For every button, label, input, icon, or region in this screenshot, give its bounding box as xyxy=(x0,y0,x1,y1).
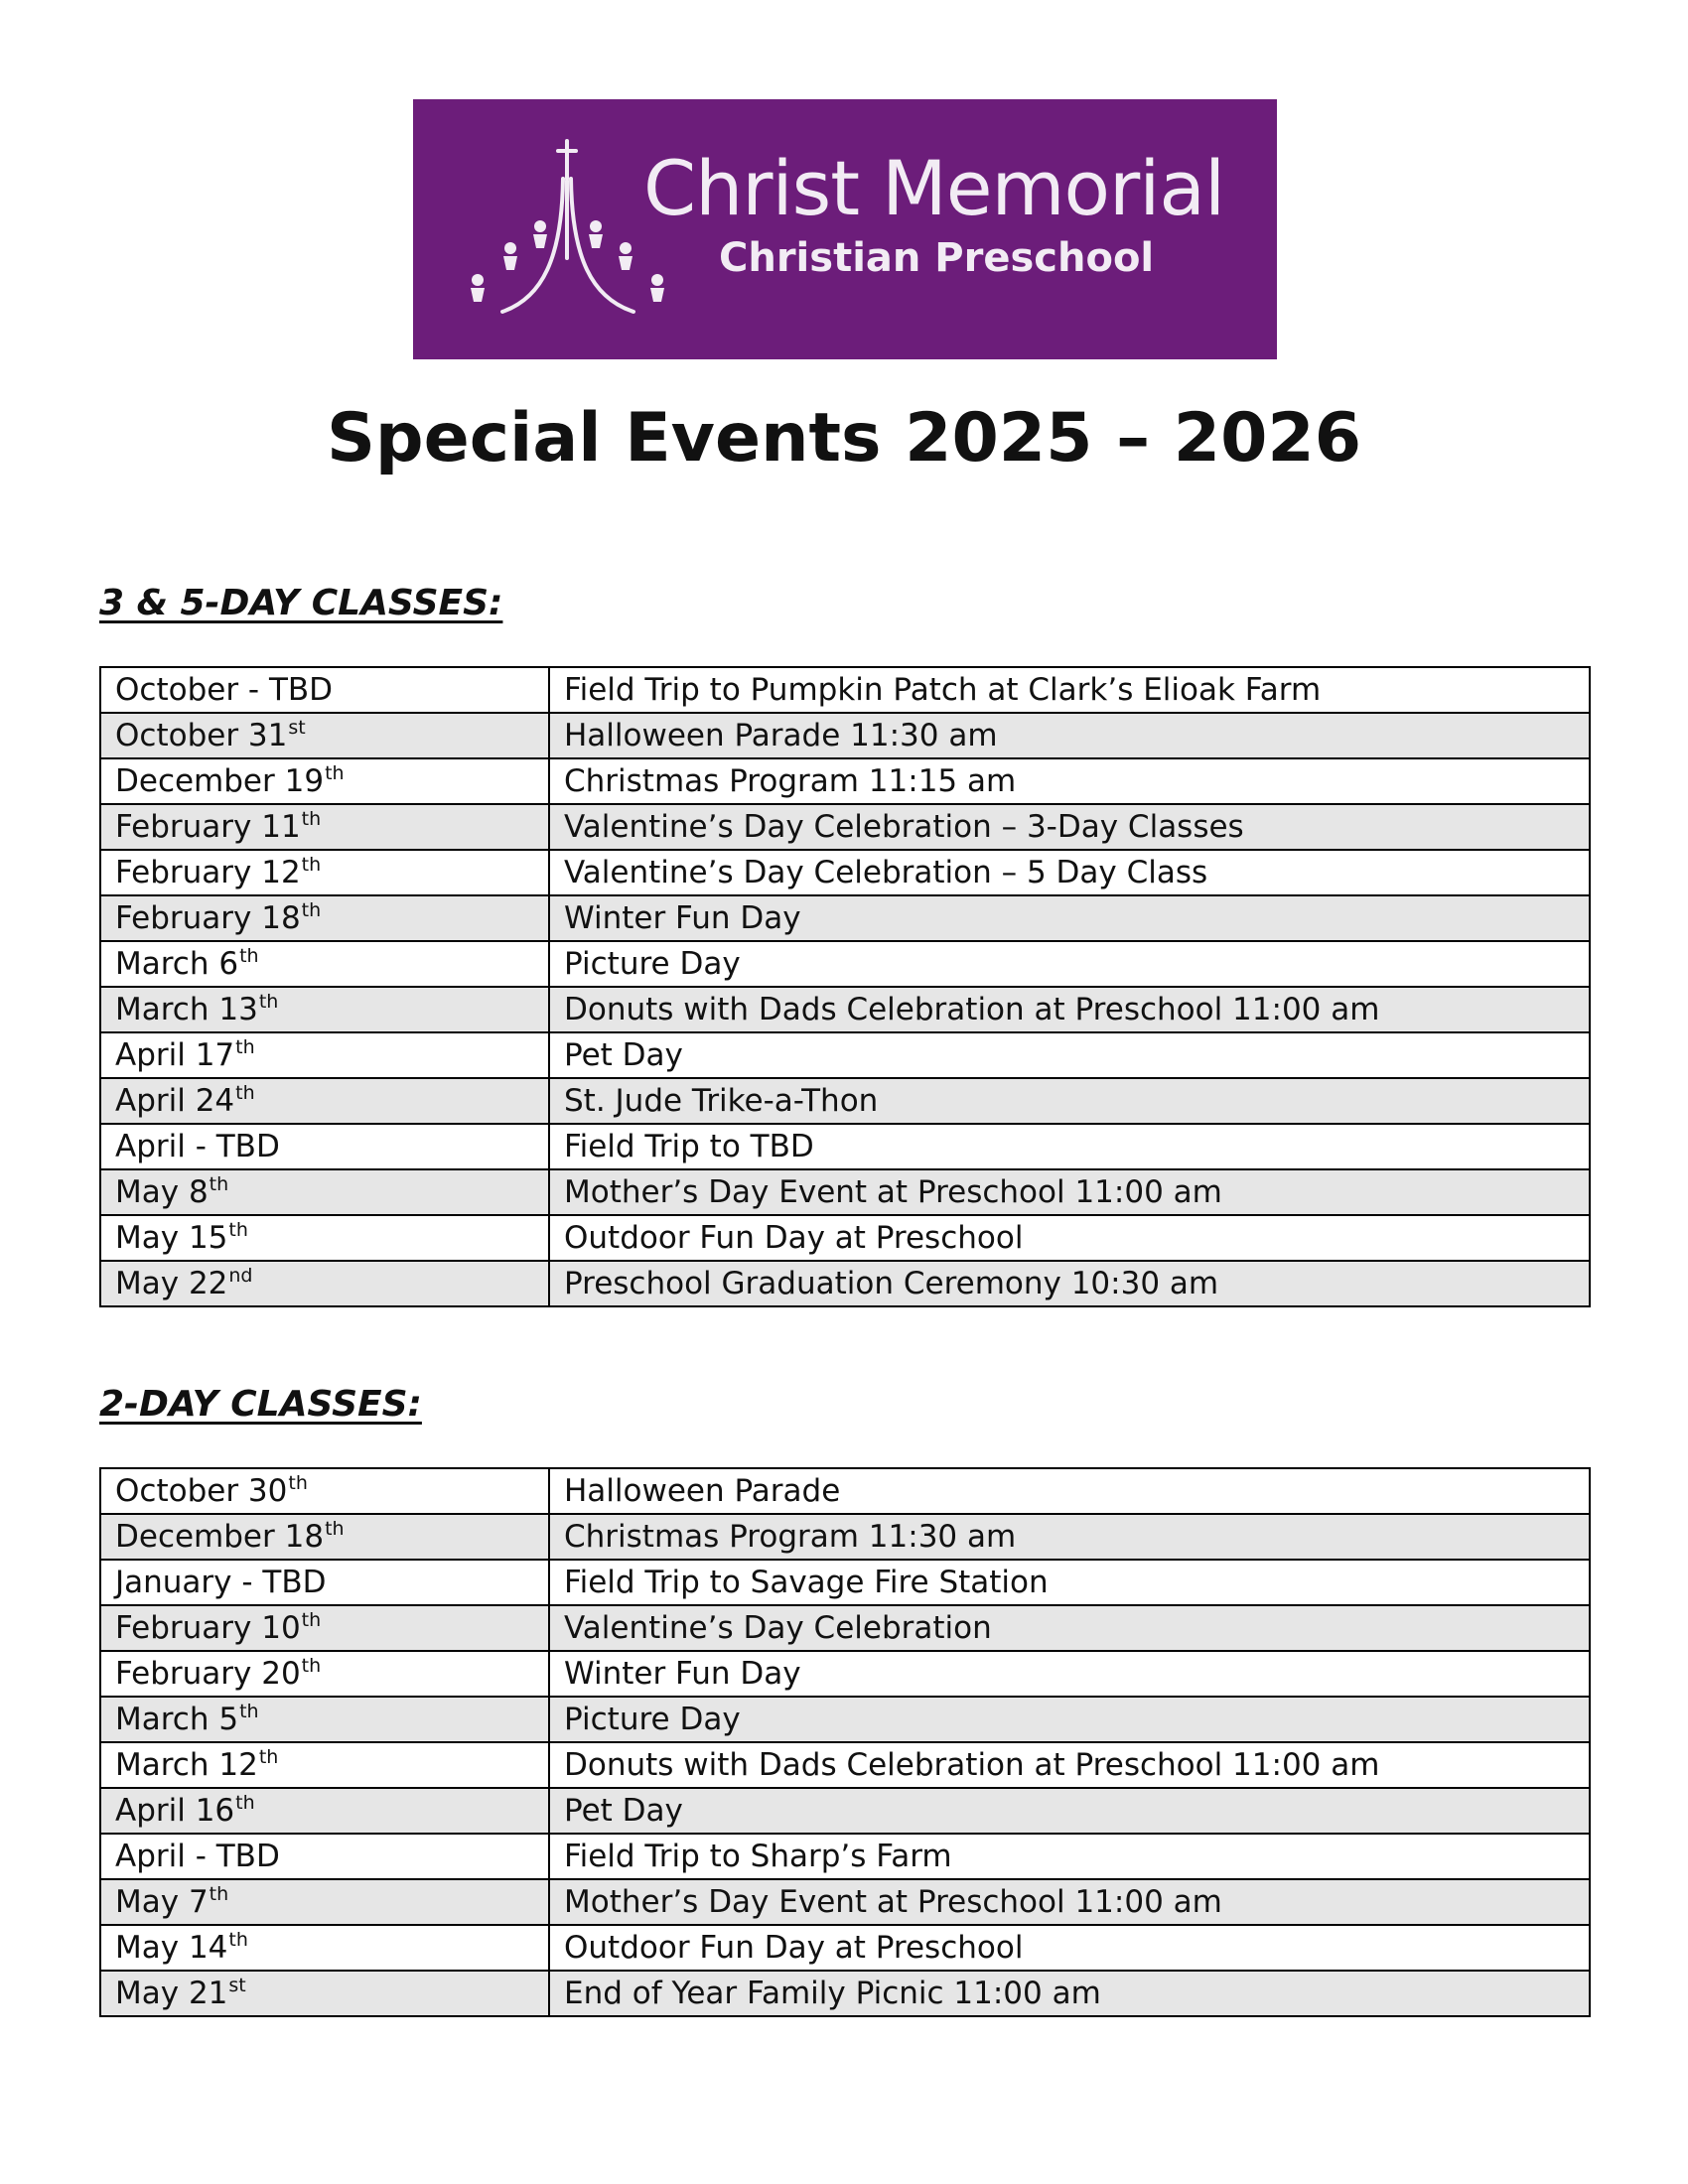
event-date xyxy=(100,1697,549,1742)
events-table-2-day xyxy=(99,1467,1591,2017)
event-description: Field Trip to TBD xyxy=(549,1124,1590,1169)
table-row xyxy=(100,1261,1590,1306)
event-description: Halloween Parade xyxy=(549,1468,1590,1514)
event-date-text: December 18 xyxy=(115,1518,325,1555)
table-row xyxy=(100,1124,1590,1169)
event-date xyxy=(100,1560,549,1605)
date-ordinal-suffix: th xyxy=(258,991,279,1014)
event-description: Winter Fun Day xyxy=(549,1651,1590,1697)
date-ordinal-suffix: th xyxy=(235,1792,255,1815)
table-row xyxy=(100,1788,1590,1834)
table-row xyxy=(100,895,1590,941)
event-date xyxy=(100,895,549,941)
event-description: St. Jude Trike-a-Thon xyxy=(549,1078,1590,1124)
table-row xyxy=(100,1468,1590,1514)
event-date xyxy=(100,1971,549,2016)
event-date xyxy=(100,1169,549,1215)
event-description: Donuts with Dads Celebration at Preschool 11:00 am xyxy=(549,1742,1590,1788)
date-ordinal-suffix: th xyxy=(209,1883,229,1906)
event-description: Mother’s Day Event at Preschool 11:00 am xyxy=(549,1879,1590,1925)
event-date xyxy=(100,1879,549,1925)
event-description: Picture Day xyxy=(549,941,1590,987)
event-date xyxy=(100,713,549,758)
event-date xyxy=(100,667,549,713)
date-ordinal-suffix: th xyxy=(301,854,322,877)
date-ordinal-suffix: th xyxy=(235,1036,255,1059)
table-row xyxy=(100,1879,1590,1925)
table-row xyxy=(100,1697,1590,1742)
date-ordinal-suffix: st xyxy=(288,717,306,740)
date-ordinal-suffix: th xyxy=(325,1518,345,1541)
table-row xyxy=(100,1834,1590,1879)
event-description: Pet Day xyxy=(549,1788,1590,1834)
table-row xyxy=(100,1169,1590,1215)
event-description: Field Trip to Savage Fire Station xyxy=(549,1560,1590,1605)
event-description: End of Year Family Picnic 11:00 am xyxy=(549,1971,1590,2016)
event-description: Picture Day xyxy=(549,1697,1590,1742)
preschool-logo xyxy=(413,99,1277,359)
event-date-text: February 18 xyxy=(115,899,301,936)
date-ordinal-suffix: th xyxy=(228,1219,248,1242)
event-description: Mother’s Day Event at Preschool 11:00 am xyxy=(549,1169,1590,1215)
event-date-text: February 11 xyxy=(115,808,301,845)
date-ordinal-suffix: st xyxy=(228,1975,246,1997)
table-row xyxy=(100,1514,1590,1560)
date-ordinal-suffix: th xyxy=(239,945,259,968)
event-date xyxy=(100,1788,549,1834)
event-date xyxy=(100,1261,549,1306)
event-date xyxy=(100,941,549,987)
event-date xyxy=(100,1605,549,1651)
event-date-text: April 17 xyxy=(115,1036,235,1073)
event-date xyxy=(100,1468,549,1514)
event-description: Field Trip to Sharp’s Farm xyxy=(549,1834,1590,1879)
event-description: Field Trip to Pumpkin Patch at Clark’s Elioak Farm xyxy=(549,667,1590,713)
event-date xyxy=(100,1032,549,1078)
page-title: Special Events 2025 – 2026 xyxy=(326,399,1362,478)
event-description: Outdoor Fun Day at Preschool xyxy=(549,1215,1590,1261)
event-date xyxy=(100,1651,549,1697)
event-date xyxy=(100,1925,549,1971)
date-ordinal-suffix: th xyxy=(239,1701,259,1723)
table-row xyxy=(100,1605,1590,1651)
event-date-text: May 21 xyxy=(115,1975,228,2011)
event-date-text: May 7 xyxy=(115,1883,209,1920)
event-date xyxy=(100,987,549,1032)
event-description: Preschool Graduation Ceremony 10:30 am xyxy=(549,1261,1590,1306)
table-row xyxy=(100,1925,1590,1971)
event-date xyxy=(100,1124,549,1169)
date-ordinal-suffix: th xyxy=(301,1609,322,1632)
event-date-text: January - TBD xyxy=(115,1564,327,1600)
date-ordinal-suffix: th xyxy=(228,1929,248,1952)
event-description: Donuts with Dads Celebration at Preschool 11:00 am xyxy=(549,987,1590,1032)
event-date-text: April - TBD xyxy=(115,1838,280,1874)
event-date xyxy=(100,1834,549,1879)
event-date-text: May 22 xyxy=(115,1265,228,1301)
logo-title: Christ Memorial xyxy=(643,144,1225,232)
table-row xyxy=(100,804,1590,850)
table-row xyxy=(100,758,1590,804)
date-ordinal-suffix: th xyxy=(288,1472,308,1495)
event-description: Christmas Program 11:15 am xyxy=(549,758,1590,804)
date-ordinal-suffix: th xyxy=(301,808,322,831)
event-date-text: May 15 xyxy=(115,1219,228,1256)
event-date-text: April - TBD xyxy=(115,1128,280,1164)
event-date-text: February 10 xyxy=(115,1609,301,1646)
date-ordinal-suffix: th xyxy=(301,1655,322,1678)
table-row xyxy=(100,850,1590,895)
event-date-text: March 5 xyxy=(115,1701,239,1737)
table-row xyxy=(100,1971,1590,2016)
section-heading-3-5-day: 3 & 5-DAY CLASSES: xyxy=(99,583,503,623)
table-row xyxy=(100,1032,1590,1078)
event-description: Halloween Parade 11:30 am xyxy=(549,713,1590,758)
event-date-text: May 8 xyxy=(115,1173,209,1210)
event-date-text: February 20 xyxy=(115,1655,301,1692)
event-date-text: October 31 xyxy=(115,717,288,753)
event-date xyxy=(100,850,549,895)
event-date-text: March 6 xyxy=(115,945,239,982)
event-description: Christmas Program 11:30 am xyxy=(549,1514,1590,1560)
event-date-text: October - TBD xyxy=(115,671,334,708)
table-row xyxy=(100,1078,1590,1124)
logo-subtitle: Christian Preschool xyxy=(719,235,1155,281)
event-description: Winter Fun Day xyxy=(549,895,1590,941)
date-ordinal-suffix: th xyxy=(301,899,322,922)
event-date-text: April 24 xyxy=(115,1082,235,1119)
event-date xyxy=(100,758,549,804)
event-date xyxy=(100,1514,549,1560)
date-ordinal-suffix: th xyxy=(258,1746,279,1769)
event-description: Valentine’s Day Celebration – 5 Day Class xyxy=(549,850,1590,895)
table-row xyxy=(100,1742,1590,1788)
event-description: Outdoor Fun Day at Preschool xyxy=(549,1925,1590,1971)
event-description: Pet Day xyxy=(549,1032,1590,1078)
event-description: Valentine’s Day Celebration xyxy=(549,1605,1590,1651)
table-row xyxy=(100,1215,1590,1261)
section-heading-2-day: 2-DAY CLASSES: xyxy=(99,1384,422,1425)
event-date-text: December 19 xyxy=(115,762,325,799)
event-date-text: March 12 xyxy=(115,1746,258,1783)
event-date-text: March 13 xyxy=(115,991,258,1027)
event-date xyxy=(100,1215,549,1261)
event-date-text: February 12 xyxy=(115,854,301,890)
event-date xyxy=(100,804,549,850)
table-row xyxy=(100,941,1590,987)
date-ordinal-suffix: nd xyxy=(228,1265,253,1288)
table-row xyxy=(100,667,1590,713)
date-ordinal-suffix: th xyxy=(209,1173,229,1196)
event-date xyxy=(100,1078,549,1124)
event-date-text: May 14 xyxy=(115,1929,228,1966)
event-date-text: April 16 xyxy=(115,1792,235,1829)
table-row xyxy=(100,713,1590,758)
table-row xyxy=(100,987,1590,1032)
date-ordinal-suffix: th xyxy=(325,762,345,785)
table-row xyxy=(100,1651,1590,1697)
event-date-text: October 30 xyxy=(115,1472,288,1509)
event-description: Valentine’s Day Celebration – 3-Day Classes xyxy=(549,804,1590,850)
table-row xyxy=(100,1560,1590,1605)
events-table-3-5-day xyxy=(99,666,1591,1307)
event-date xyxy=(100,1742,549,1788)
date-ordinal-suffix: th xyxy=(235,1082,255,1105)
